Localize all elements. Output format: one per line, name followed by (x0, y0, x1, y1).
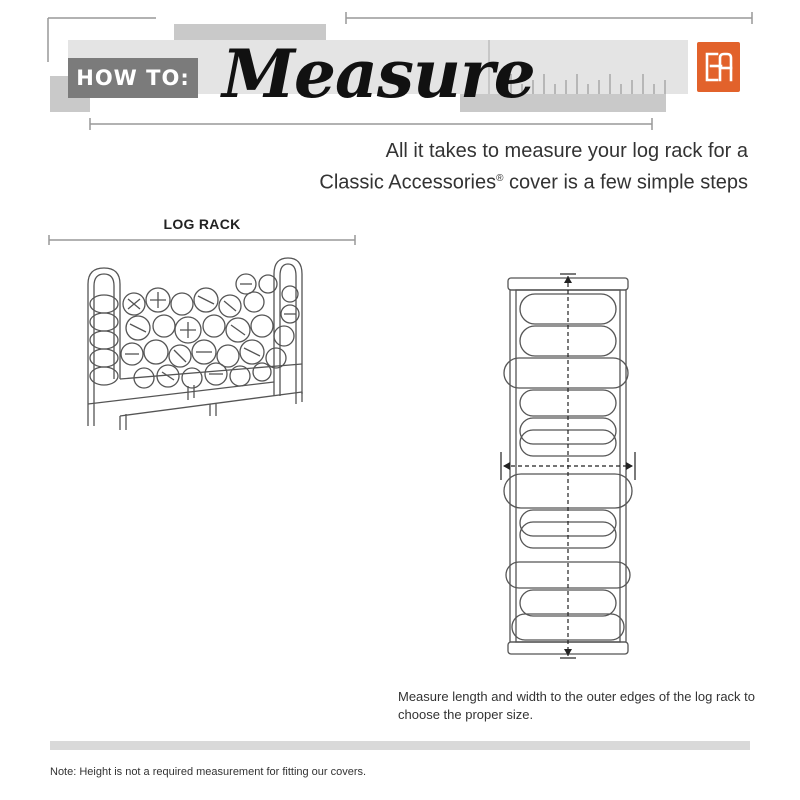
intro-line-2: Classic Accessories® cover is a few simple steps (319, 171, 748, 194)
log-rack-top-view-icon (498, 270, 638, 664)
log-rack-heading: LOG RACK (163, 216, 241, 232)
page-title: Measure (222, 35, 535, 113)
intro-line-1: All it takes to measure your log rack for a (385, 140, 748, 162)
footnote: Note: Height is not a required measurement for fitting our covers. (50, 766, 367, 778)
instructions-text: Measure length and width to the outer edges of the log rack to choose the proper size. (398, 689, 756, 722)
header-banner (0, 0, 800, 130)
brand-logo-icon (697, 42, 740, 92)
intro-text (228, 138, 748, 197)
divider-bar (50, 741, 750, 750)
log-rack-illustration-icon (78, 254, 318, 434)
how-to-tag: HOW TO: (68, 58, 198, 98)
log-rack-dimension-line (48, 234, 356, 246)
